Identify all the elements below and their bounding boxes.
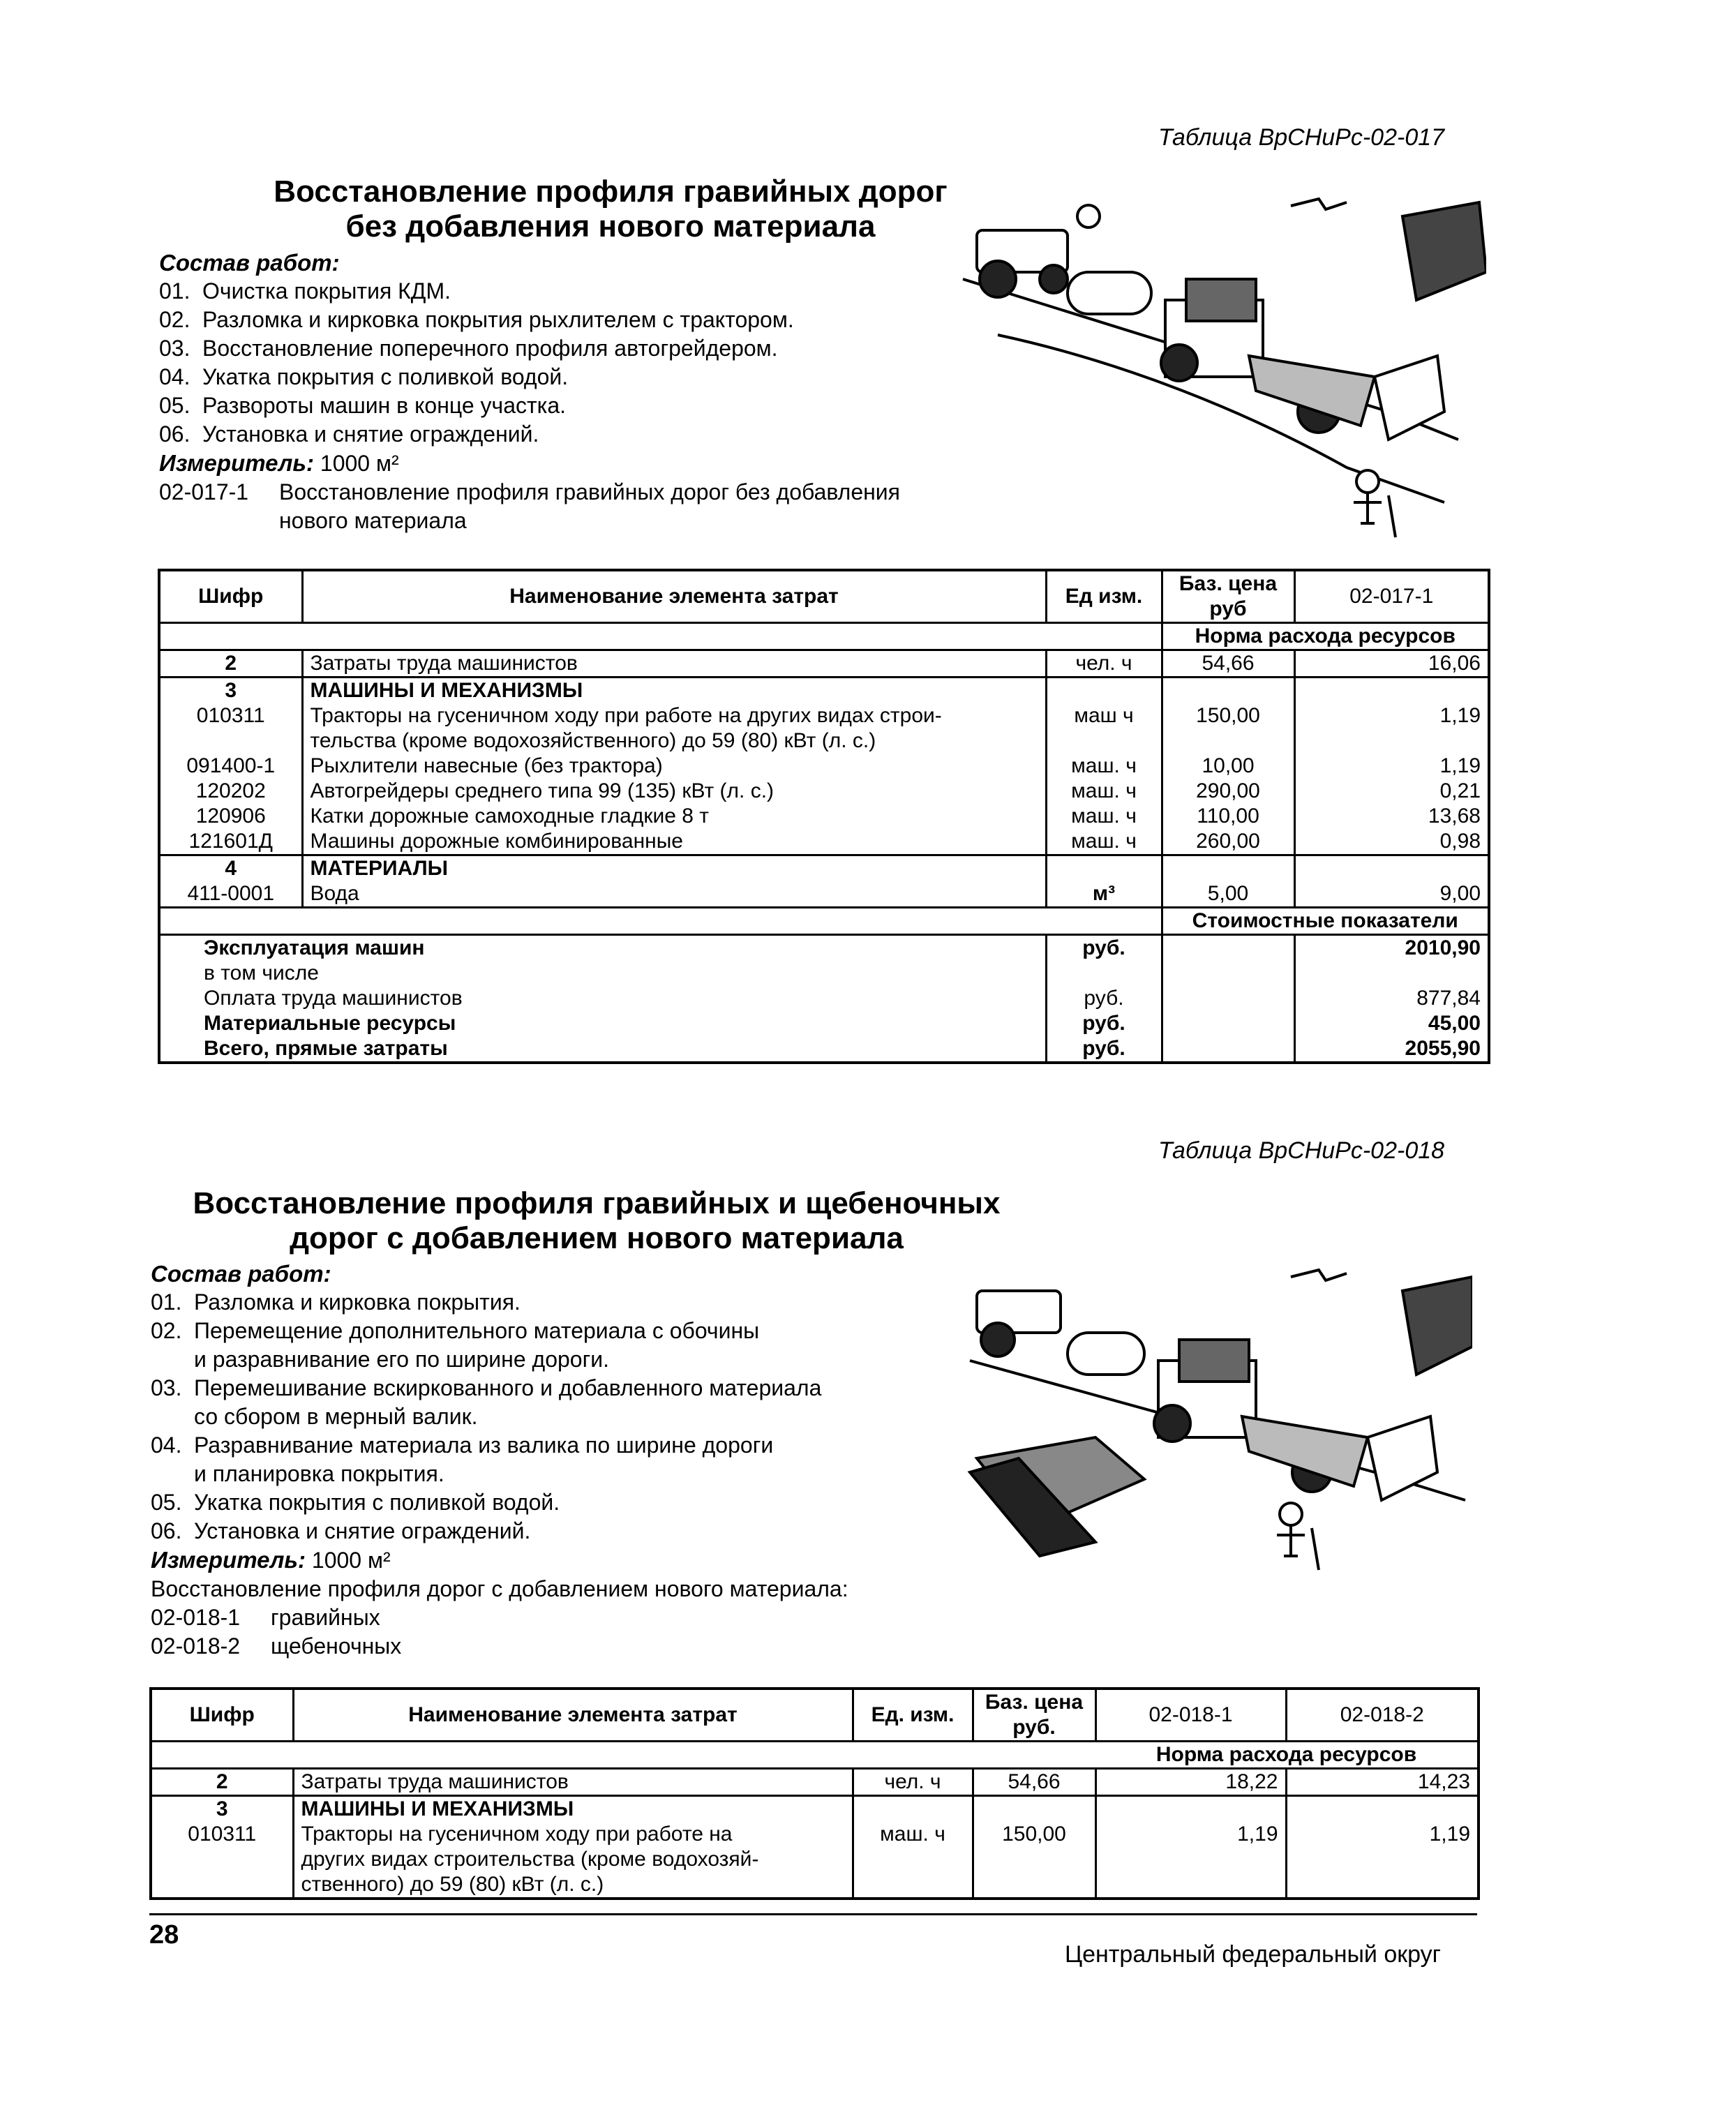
- table-reference: Таблица ВрСНиРс-02-017: [1158, 124, 1445, 151]
- table-row: 3 МАШИНЫ И МЕХАНИЗМЫ: [159, 678, 1489, 704]
- region-footer: Центральный федеральный округ: [1065, 1941, 1442, 1968]
- table-row: 4 МАТЕРИАЛЫ: [159, 855, 1489, 882]
- table-row: 091400-1 Рыхлители навесные (без трактора) маш. ч 10,00 1,19: [159, 754, 1489, 779]
- list-item: 01. Очистка покрытия КДМ.: [159, 278, 451, 304]
- table-row: 120906 Катки дорожные самоходные гладкие 8 т маш. ч 110,00 13,68: [159, 804, 1489, 829]
- code-description: 02-017-1 Восстановление профиля гравийных дорог без добавления нового материала: [159, 479, 900, 533]
- table-header-row: [151, 1689, 1479, 1742]
- title-line: Восстановление профиля гравийных и щебеночных: [193, 1186, 1001, 1220]
- table-row: 3 МАШИНЫ И МЕХАНИЗМЫ: [151, 1796, 1479, 1823]
- norm-label: Норма расхода ресурсов: [1095, 1742, 1479, 1769]
- table-header-row: [159, 570, 1489, 623]
- column-header: Наименование элемента затрат: [293, 1689, 853, 1742]
- column-header: 02-018-1: [1095, 1689, 1286, 1742]
- cost-row: Материальные ресурсы руб. 45,00: [159, 1011, 1489, 1036]
- list-item: 03. Восстановление поперечного профиля автогрейдером.: [159, 336, 778, 361]
- column-header: 02-018-2: [1286, 1689, 1479, 1742]
- column-header: 02-017-1: [1294, 570, 1489, 623]
- resource-table: [149, 1687, 1480, 1900]
- section-title: [147, 1186, 1047, 1256]
- title-line: дорог с добавлением нового материала: [290, 1221, 904, 1255]
- composition-label: Состав работ:: [151, 1261, 331, 1287]
- section-title: [230, 174, 991, 244]
- norm-label: Норма расхода ресурсов: [1162, 623, 1489, 650]
- cost-label: Стоимостные показатели: [1162, 908, 1489, 935]
- list-item: 05. Развороты машин в конце участка.: [159, 393, 567, 418]
- column-header: Шифр: [159, 570, 302, 623]
- page-number: 28: [149, 1920, 179, 1950]
- meter: Измеритель: 1000 м²: [151, 1547, 391, 1573]
- table-row: 010311 Тракторы на гусеничном ходу при работе на маш. ч 150,00 1,19 1,19: [151, 1822, 1479, 1847]
- list-item: 06. Установка и снятие ограждений.: [159, 421, 539, 447]
- cost-label-row: [159, 908, 1489, 935]
- norm-label-row: [151, 1742, 1479, 1769]
- list-item: и разравнивание его по ширине дороги.: [194, 1347, 610, 1372]
- cost-row: Оплата труда машинистов руб. 877,84: [159, 986, 1489, 1011]
- table-row: 121601Д Машины дорожные комбинированные маш. ч 260,00 0,98: [159, 829, 1489, 855]
- table-row: 2 Затраты труда машинистов чел. ч 54,66 16,06: [159, 650, 1489, 678]
- list-item: 02. Разломка и кирковка покрытия рыхлителем с трактором.: [159, 307, 794, 332]
- code-line: 02-018-2 щебеночных: [151, 1633, 402, 1659]
- column-header: Баз. цена руб.: [973, 1689, 1095, 1742]
- list-item: 06. Установка и снятие ограждений.: [151, 1518, 531, 1543]
- road-machinery-illustration: [956, 174, 1486, 544]
- title-line: Восстановление профиля гравийных дорог: [274, 174, 948, 209]
- list-item: 04. Разравнивание материала из валика по ширине дороги: [151, 1432, 774, 1458]
- cost-row: Всего, прямые затраты руб. 2055,90: [159, 1036, 1489, 1063]
- list-item: 04. Укатка покрытия с поливкой водой.: [159, 364, 569, 389]
- cost-row: в том числе: [159, 961, 1489, 986]
- list-item: 05. Укатка покрытия с поливкой водой.: [151, 1490, 560, 1515]
- composition-label: Состав работ:: [159, 250, 340, 276]
- table-row: тельства (кроме водохозяйственного) до 59 (80) кВт (л. с.): [159, 728, 1489, 754]
- table-row: 411-0001 Вода м³ 5,00 9,00: [159, 881, 1489, 908]
- column-header: Шифр: [151, 1689, 293, 1742]
- column-header: Баз. цена руб: [1162, 570, 1294, 623]
- code-description: Восстановление профиля дорог с добавлением нового материала:: [151, 1576, 848, 1601]
- table-row: 2 Затраты труда машинистов чел. ч 54,66 18,22 14,23: [151, 1769, 1479, 1796]
- title-line: без добавления нового материала: [345, 209, 876, 244]
- list-item: и планировка покрытия.: [194, 1461, 444, 1486]
- work-composition: [151, 1259, 1030, 1661]
- table-row: ственного) до 59 (80) кВт (л. с.): [151, 1872, 1479, 1899]
- work-composition: [159, 248, 1038, 535]
- column-header: Ед. изм.: [853, 1689, 973, 1742]
- column-header: Наименование элемента затрат: [302, 570, 1046, 623]
- meter: Измеритель: 1000 м²: [159, 450, 399, 476]
- list-item: со сбором в мерный валик.: [194, 1404, 478, 1429]
- column-header: Ед изм.: [1046, 570, 1162, 623]
- norm-label-row: [159, 623, 1489, 650]
- footer-divider: [149, 1913, 1477, 1915]
- list-item: 02. Перемещение дополнительного материала с обочины: [151, 1318, 760, 1343]
- table-row: 120202 Автогрейдеры среднего типа 99 (135) кВт (л. с.) маш. ч 290,00 0,21: [159, 779, 1489, 804]
- code-line: 02-018-1 гравийных: [151, 1605, 380, 1630]
- table-reference: Таблица ВрСНиРс-02-018: [1158, 1137, 1445, 1164]
- road-machinery-illustration: [956, 1249, 1472, 1598]
- work-list: [151, 1288, 1030, 1546]
- cost-row: Эксплуатация машин руб. 2010,90: [159, 935, 1489, 962]
- list-item: 03. Перемешивание вскиркованного и добавленного материала: [151, 1375, 822, 1400]
- table-row: других видах строительства (кроме водохозяй-: [151, 1847, 1479, 1872]
- work-list: [159, 277, 1038, 449]
- resource-table: [158, 569, 1490, 1064]
- table-row: 010311 Тракторы на гусеничном ходу при работе на других видах строи- маш ч 150,00 1,19: [159, 703, 1489, 728]
- list-item: 01. Разломка и кирковка покрытия.: [151, 1289, 521, 1315]
